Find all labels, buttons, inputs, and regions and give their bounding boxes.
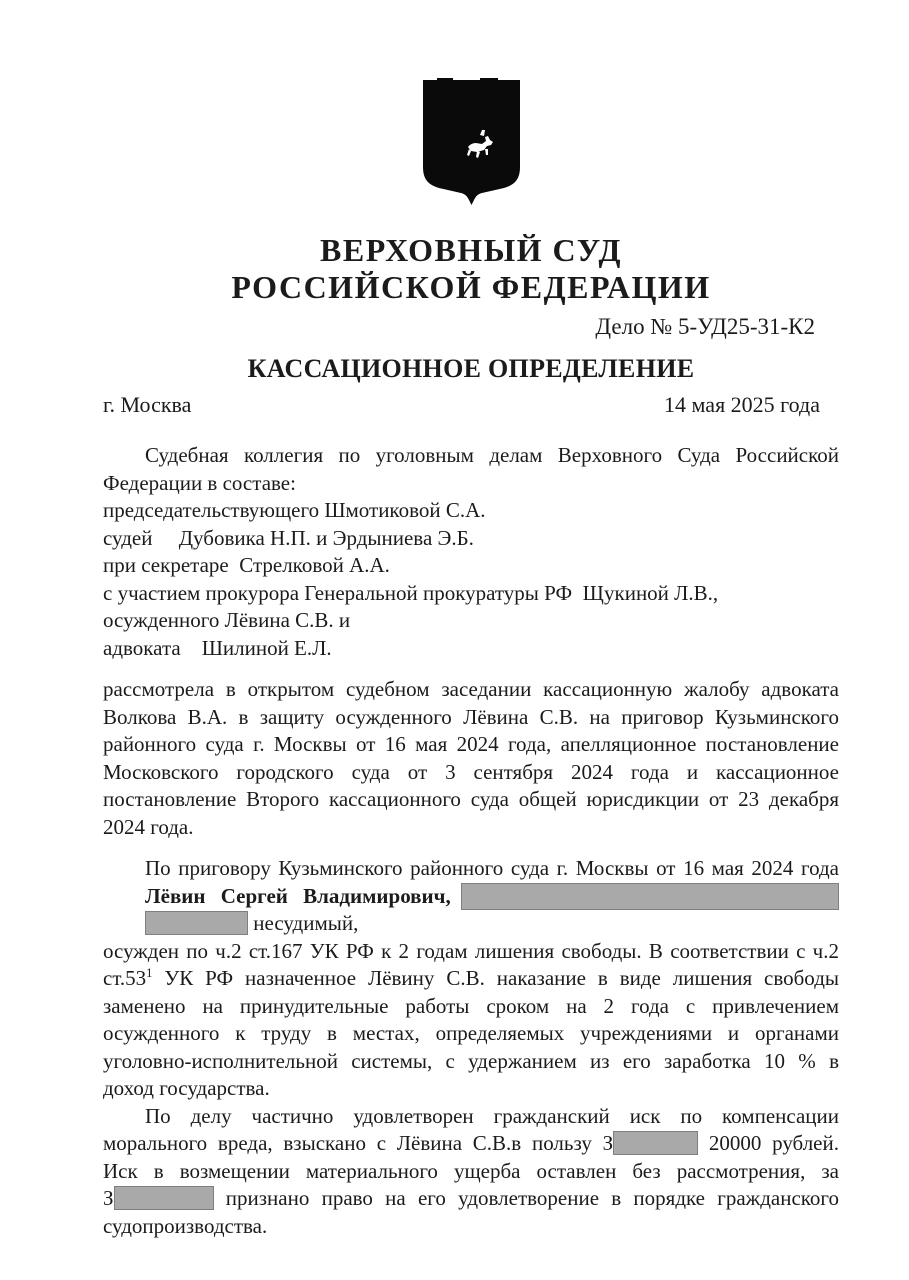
text-segment: рассмотрела в открытом судебном заседании кассационную жалобу адвоката	[103, 677, 839, 701]
text-segment: З	[103, 1186, 114, 1210]
text-line	[103, 993, 839, 1021]
text-line	[103, 552, 839, 580]
text-line	[103, 1213, 839, 1241]
text-line	[103, 704, 839, 732]
document-title: КАССАЦИОННОЕ ОПРЕДЕЛЕНИЕ	[247, 354, 695, 383]
text-segment: 1	[146, 966, 153, 980]
text-line	[103, 883, 839, 911]
redaction-box	[461, 883, 839, 910]
text-line	[103, 1158, 839, 1186]
text-line	[103, 607, 839, 635]
text-segment: Федерации в составе:	[103, 470, 296, 495]
text-segment: Волкова В.А. в защиту осужденного Лёвина С.В. на приговор Кузьминского	[103, 704, 839, 729]
text-segment: УК РФ назначенное Лёвину С.В. наказание в виде лишения свободы	[152, 966, 839, 990]
text-segment: 2024 года.	[103, 814, 194, 839]
text-segment: уголовно-исполнительной системы, с удержанием из его заработка 10 % в	[103, 1048, 839, 1073]
text-segment: Иск в возмещении материального ущерба оставлен без рассмотрения, за	[103, 1158, 839, 1183]
document-body	[103, 442, 839, 1240]
text-line	[103, 1103, 839, 1131]
redaction-box	[114, 1186, 214, 1210]
text-line	[103, 814, 839, 842]
case-number: Дело № 5-УД25-31-К2	[595, 314, 815, 339]
text-line	[103, 497, 839, 525]
text-line	[103, 965, 839, 993]
text-segment: судопроизводства.	[103, 1213, 268, 1238]
text-line	[103, 786, 839, 814]
defendant-name: Лёвин Сергей Владимирович,	[145, 883, 451, 908]
text-segment: при секретаре Стрелковой А.А.	[103, 553, 390, 577]
verdict-paragraph	[103, 855, 839, 1240]
place-date-row	[103, 392, 839, 418]
coat-of-arms-emblem	[421, 78, 522, 206]
hearing-paragraph	[103, 676, 839, 841]
text-line	[103, 635, 839, 663]
text-segment: Судебная коллегия по уголовным делам Верховного Суда Российской	[145, 443, 839, 467]
redaction-box	[613, 1131, 698, 1155]
text-line	[103, 1048, 839, 1076]
text-segment: заменено на принудительные работы сроком на 2 года с привлечением	[103, 993, 839, 1018]
text-line	[103, 1020, 839, 1048]
text-segment: 20000 рублей.	[698, 1131, 839, 1155]
text-line	[103, 470, 839, 498]
text-segment: ст.53	[103, 966, 147, 990]
text-line	[103, 910, 839, 938]
text-segment: районного суда г. Москвы от 16 мая 2024 года, апелляционное постановление	[103, 732, 839, 756]
text-segment: осужденного Лёвина С.В. и	[103, 608, 351, 632]
text-segment: адвоката Шилиной Е.Л.	[103, 635, 332, 660]
text-line	[103, 1075, 839, 1103]
text-line	[103, 731, 839, 759]
text-line	[103, 1130, 839, 1158]
text-segment: осужденного к труду в местах, определяемых учреждениями и органами	[103, 1021, 839, 1045]
text-line	[103, 938, 839, 966]
text-line	[103, 580, 839, 608]
text-line	[103, 525, 839, 553]
text-segment: доход государства.	[103, 1076, 270, 1100]
court-name-line2: РОССИЙСКОЙ ФЕДЕРАЦИИ	[231, 269, 711, 305]
text-segment: судей Дубовика Н.П. и Эрдыниева Э.Б.	[103, 525, 474, 550]
text-segment: признано право на его удовлетворение в порядке гражданского	[213, 1186, 839, 1210]
court-composition	[103, 442, 839, 662]
text-line	[103, 759, 839, 787]
text-segment: постановление Второго кассационного суда общей юрисдикции от 23 декабря	[103, 787, 839, 811]
text-line	[103, 1185, 839, 1213]
text-line	[103, 676, 839, 704]
text-segment: осужден по ч.2 ст.167 УК РФ к 2 годам лишения свободы. В соответствии с ч.2	[103, 938, 839, 963]
date-label: 14 мая 2025 года	[664, 392, 820, 417]
court-name-line1: ВЕРХОВНЫЙ СУД	[320, 232, 622, 268]
text-segment: с участием прокурора Генеральной прокуратуры РФ Щукиной Л.В.,	[103, 580, 719, 605]
court-name	[103, 232, 839, 306]
text-segment: Московского городского суда от 3 сентября 2024 года и кассационное	[103, 759, 839, 784]
text-segment: морального вреда, взыскано с Лёвина С.В.в пользу З	[103, 1131, 614, 1155]
text-segment: По делу частично удовлетворен гражданский иск по компенсации	[145, 1103, 839, 1128]
emblem-row	[103, 78, 839, 206]
text-segment: По приговору Кузьминского районного суда г. Москвы от 16 мая 2024 года	[145, 856, 839, 880]
redaction-box	[145, 911, 248, 935]
text-line	[103, 855, 839, 883]
place-label: г. Москва	[103, 392, 192, 417]
text-segment: несудимый,	[248, 911, 359, 935]
text-segment: председательствующего Шмотиковой С.А.	[103, 498, 486, 522]
text-line	[103, 442, 839, 470]
